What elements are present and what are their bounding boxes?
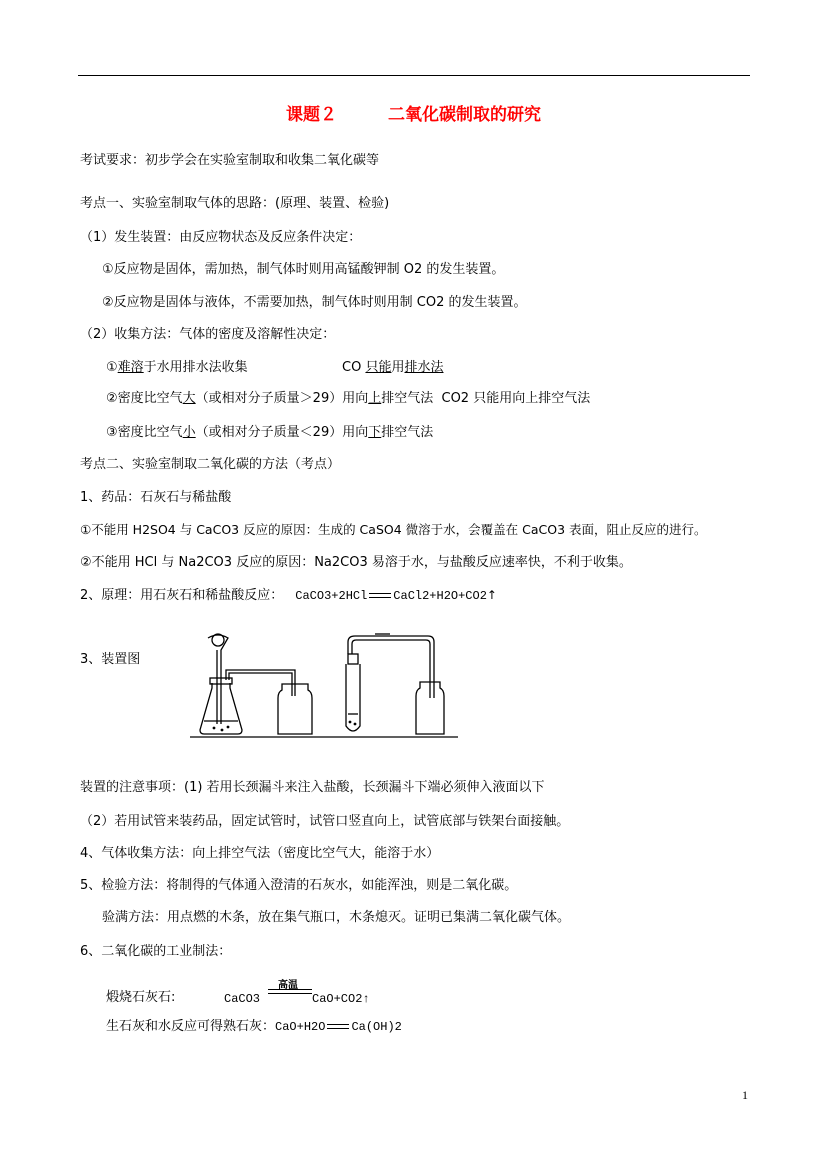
solid-granule <box>349 721 352 724</box>
gas-arrow-icon: ↑ <box>486 588 497 602</box>
gas-arrow-icon: ↑ <box>362 992 370 1006</box>
less-word: 小 <box>182 425 196 440</box>
equals-sign <box>327 1021 349 1033</box>
apparatus-note-1: 装置的注意事项：(1) 若用长颈漏斗来注入盐酸，长颈漏斗下端必须伸入液面以下 <box>80 780 545 795</box>
na2co3-reason-line: ②不能用 HCl 与 Na2CO3 反应的原因：Na2CO3 易溶于水，与盐酸反应速率快，不利于收集。 <box>80 555 632 570</box>
collection-method-line: （2）收集方法：气体的密度及溶解性决定： <box>80 327 336 342</box>
h2so4-reason-line: ①不能用 H2SO4 与 CaCO3 反应的原因：生成的 CaSO4 微溶于水，会覆盖在 CaCO3 表面，阻止反应的进行。 <box>80 522 707 537</box>
section-2-heading: 考点二、实验室制取二氧化碳的方法（考点） <box>80 457 341 472</box>
test-method-line: 5、检验方法：将制得的气体通入澄清的石灰水，如能浑浊，则是二氧化碳。 <box>80 878 518 893</box>
test-tube <box>346 664 360 731</box>
text-part: 于水用排水法收集 <box>143 360 248 375</box>
header-rule <box>78 75 750 76</box>
water-method-word: 排水法 <box>404 360 444 375</box>
text-part: ③密度比空气 <box>106 425 183 440</box>
tube-stopper <box>348 654 358 664</box>
solid-granule <box>213 727 216 730</box>
industrial-method-heading: 6、二氧化碳的工业制法： <box>80 944 232 959</box>
page-number: 1 <box>742 1088 748 1102</box>
calcination-label: 煅烧石灰石: <box>106 990 176 1005</box>
calcination-reactant: CaCO3 <box>224 992 261 1006</box>
slaked-lime-label: 生石灰和水反应可得熟石灰： <box>106 1019 276 1034</box>
lime-product: Ca(OH)2 <box>351 1020 402 1034</box>
funnel-bulb <box>212 634 224 646</box>
solid-liquid-line: ②反应物是固体与液体，不需要加热，制气体时则用制 CO2 的发生装置。 <box>102 295 527 310</box>
upward-air-line <box>106 391 590 407</box>
text-part: ②密度比空气 <box>106 391 183 406</box>
co-formula: CO <box>342 360 366 375</box>
apparatus-note-2: （2）若用试管来装药品，固定试管时，试管口竖直向上，试管底部与铁架台面接触。 <box>80 814 570 829</box>
co-collection-note <box>342 360 444 376</box>
long-neck-funnel <box>208 635 228 724</box>
equation-reactants: CaCO3+2HCl <box>295 589 368 603</box>
full-check-line: 验满方法：用点燃的木条，放在集气瓶口，木条熄灭。证明已集满二氧化碳气体。 <box>102 910 571 925</box>
page-title: 课题２ 二氧化碳制取的研究 <box>286 105 541 125</box>
principle-line <box>80 587 497 604</box>
text-part: （或相对分子质量＞29）用向 <box>195 391 369 406</box>
up-word: 上 <box>368 391 382 406</box>
calcination-products <box>312 991 370 1007</box>
greater-word: 大 <box>182 391 196 406</box>
apparatus-label: 3、装置图 <box>80 652 141 667</box>
solid-granule <box>227 726 230 729</box>
text-part: 排空气法 CO2 只能用向上排空气法 <box>381 391 591 406</box>
delivery-tube-2 <box>348 636 434 698</box>
slaked-lime-line <box>106 1019 402 1035</box>
marker: ① <box>106 360 118 375</box>
insoluble-word: 难溶 <box>117 360 144 375</box>
text-part: （或相对分子质量＜29）用向 <box>195 425 369 440</box>
solid-heated-line: ①反应物是固体，需加热，制气体时则用高锰酸钾制 O2 的发生装置。 <box>102 262 505 277</box>
text-part: 排空气法 <box>381 425 434 440</box>
equals-sign <box>369 590 391 602</box>
principle-label: 2、原理：用石灰石和稀盐酸反应： <box>80 588 284 603</box>
solid-granule <box>354 723 357 726</box>
only-word: 只能 <box>365 360 392 375</box>
gas-collection-line: 4、气体收集方法：向上排空气法（密度比空气大，能溶于水） <box>80 846 440 861</box>
section-1-heading: 考点一、实验室制取气体的思路：(原理、装置、检验) <box>80 196 390 211</box>
solid-granule <box>221 729 224 732</box>
calcination-products-text: CaO+CO2 <box>312 992 363 1006</box>
equation-products: CaCl2+H2O+CO2 <box>393 589 487 603</box>
condition-equals <box>268 986 312 998</box>
apparatus-diagram <box>190 628 460 740</box>
lime-reactants: CaO+H2O <box>275 1020 326 1034</box>
water-collection-line <box>106 360 248 376</box>
down-word: 下 <box>368 425 382 440</box>
downward-air-line <box>106 425 433 441</box>
text-part: 用 <box>391 360 405 375</box>
reagents-line: 1、药品：石灰石与稀盐酸 <box>80 490 232 505</box>
exam-requirement: 考试要求：初步学会在实验室制取和收集二氧化碳等 <box>80 153 380 168</box>
high-temp-condition: 高温 <box>278 980 298 991</box>
generator-device-line: （1）发生装置：由反应物状态及反应条件决定： <box>80 230 362 245</box>
delivery-tube-1 <box>226 670 295 696</box>
